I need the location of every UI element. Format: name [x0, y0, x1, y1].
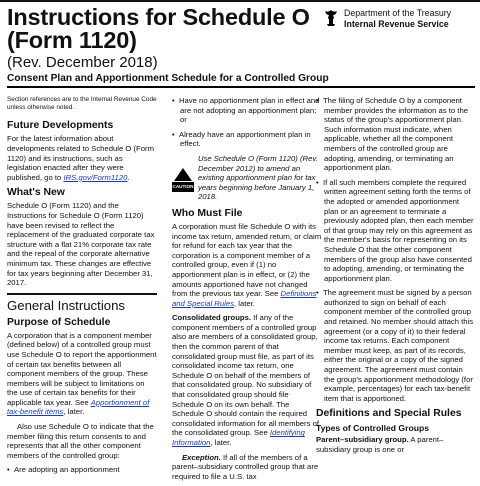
heading-definitions: Definitions and Special Rules [316, 408, 462, 420]
caution-text: Use Schedule O (Form 1120) (Rev. December 2012) to amend an existing apportionment plan for tax years beginning before January 1, 2018. [198, 153, 318, 202]
also-text: Also use Schedule O to indicate that the member filing this return consents to and represents that all the other component members of the controlled group: [7, 422, 154, 460]
document-subtitle: Consent Plan and Apportionment Schedule for a Controlled Group [7, 73, 329, 84]
agency-department: Department of the Treasury [344, 8, 452, 18]
list-item: • The agreement must be signed by a person authorized to sign on behalf of each component member of the controlled group and retained. No member should attach this agreement (or a copy of it) to their federal income tax returns. Each component member must keep, as part of its records, either the original or a copy of the signed agreement. The agreement must contain the group's apportionment methodology (for example, percentages) for each tax-benefit item that is apportioned. [316, 288, 474, 403]
page-title [7, 6, 310, 52]
consolidated-groups-text: Consolidated groups. If any of the component members of a controlled group also are members of a consolidated group, then the common parent of that consolidated group must file, as part of its consolidated income tax return, one Schedule O on behalf of the members of that consolidated group. No subsidiary of that consolidated group should file Schedule O on its own behalf. The Schedule O should contain the required consolidated information for all members of the consolidated group. See Identifying Information, later. [172, 313, 319, 447]
heading-general-instructions: General Instructions [7, 293, 157, 313]
parent-subsidiary-text: Parent–subsidiary group. A parent–subsidiary group is one or [316, 435, 444, 454]
section-note: Section references are to the Internal Revenue Code unless otherwise noted. [7, 96, 157, 112]
list-item: • If all such members complete the required written agreement setting forth the terms of the adopted or amended apportionment plan or an agreement to terminate a previously adopted plan, then each member of that group may rely on this agreement as the member's basis for representing on its Schedule O that the other component members of the group also have consented to adopting, amending, or terminating the apportionment plan. [316, 178, 474, 284]
future-developments-text: For the latest information about developments related to Schedule O (Form 1120) and its instructions, such as legislation enacted after they were published, go to IRS.gov/Form1120. [7, 134, 154, 182]
revision-date: (Rev. December 2018) [7, 54, 158, 71]
title-line-2: (Form 1120) [7, 27, 137, 53]
caution-label: CAUTION [172, 182, 195, 192]
list-item: • Are adopting an apportionment [7, 465, 157, 475]
title-line-1: Instructions for Schedule O [7, 4, 310, 30]
heading-types-of-groups: Types of Controlled Groups [316, 423, 429, 434]
agency-block [324, 8, 451, 29]
heading-whats-new: What's New [7, 187, 65, 199]
who-must-file-text: A corporation must file Schedule O with its income tax return, amended return, or claim for refund for each tax year that the corporation is a component member of a controlled group, even if (1) no apportionment plan is in effect, or (2) the amounts apportioned have not changed from the previous tax year. See Definitions and Special Rules, later. [172, 221, 322, 308]
treasury-eagle-icon [324, 9, 338, 27]
irs-form-link[interactable]: IRS.gov/Form1120 [63, 172, 128, 182]
caution-icon [172, 154, 194, 202]
list-item: • The filing of Schedule O by a component member provides the information as to the status of the group's apportionment plan. Such information must indicate, when applicable, whether all the component members of the controlled group are adopting, amending, or terminating an apportionment plan. [316, 96, 474, 173]
list-item: • Already have an apportionment plan in effect. [172, 130, 322, 149]
heading-purpose: Purpose of Schedule [7, 316, 111, 328]
list-item: • Have no apportionment plan in effect and are not adopting an apportionment plan; or [172, 96, 322, 125]
header-divider [7, 86, 475, 88]
caution-box [172, 154, 322, 202]
top-rule [0, 0, 480, 2]
column-2 [172, 96, 322, 486]
purpose-text: A corporation that is a component member (defined below) of a controlled group must use Schedule O to report the apportionment of certain tax benefits between all component members of the group. These members will be subject to limitations on the use of certain tax benefits for their applicable tax year. See Apportionment of tax-benefit items, later. [7, 330, 157, 417]
warning-triangle-icon [174, 168, 192, 181]
apportionment-link[interactable]: Apportionment of tax-benefit items [7, 397, 150, 417]
column-1 [7, 96, 157, 480]
definitions-link[interactable]: Definitions and Special Rules [172, 289, 317, 308]
column-3 [316, 96, 474, 460]
agency-irs: Internal Revenue Service [344, 18, 449, 29]
whats-new-text: Schedule O (Form 1120) and the Instructions for Schedule O (Form 1120) have been revised to reflect the replacement of the graduated corporate tax structure with a flat 21% corporate tax rate and the repeal of the corporate alternative minimum tax. These changes are effective for tax years beginning after December 31, 2017. [7, 201, 155, 288]
exception-text: Exception. If all of the members of a parent–subsidiary controlled group that are required to file a U.S. tax [172, 452, 319, 481]
heading-future-developments: Future Developments [7, 120, 114, 132]
identifying-info-link[interactable]: Identifying Information [172, 428, 305, 447]
heading-who-must-file: Who Must File [172, 207, 243, 219]
